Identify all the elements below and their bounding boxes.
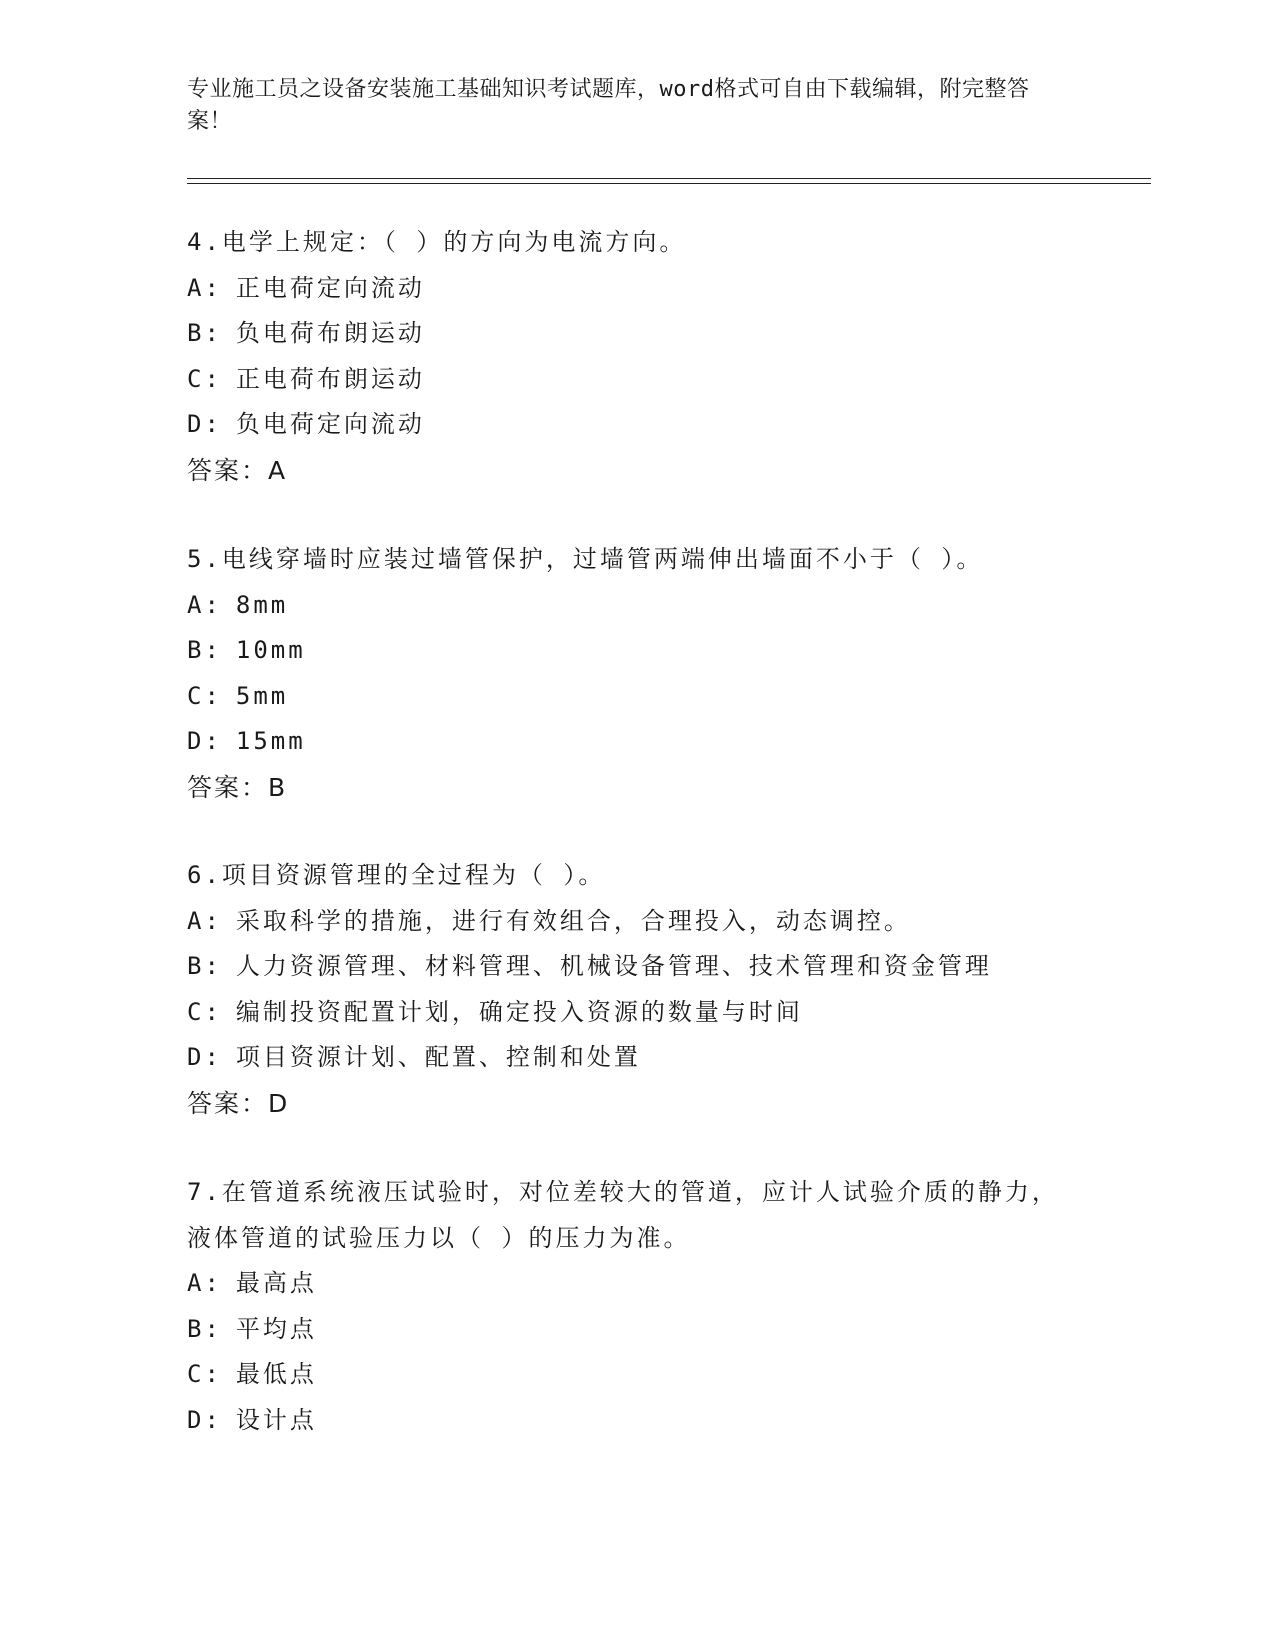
option-letter: A: <box>187 1269 222 1297</box>
question-stem: 7.在管道系统液压试验时，对位差较大的管道，应计人试验介质的静力，液体管道的试验压力以（ ）的压力为准。 <box>187 1178 1059 1252</box>
option-text: 设计点 <box>235 1405 317 1434</box>
option-letter: D: <box>187 727 222 755</box>
option-text: 正电荷定向流动 <box>235 273 425 302</box>
header-divider-bottom <box>187 183 1151 184</box>
option-b <box>187 628 1087 674</box>
option-text: 最低点 <box>235 1360 317 1388</box>
option-text: 8mm <box>235 590 289 619</box>
option-b <box>187 1307 1067 1353</box>
option-text: 平均点 <box>235 1314 317 1343</box>
option-letter: C: <box>187 1360 222 1388</box>
option-c <box>187 357 1087 403</box>
option-letter: B: <box>187 952 222 980</box>
option-a <box>187 266 1087 312</box>
option-text: 5mm <box>235 681 289 710</box>
option-letter: D: <box>187 1405 222 1434</box>
option-text: 采取科学的措施，进行有效组合，合理投入，动态调控。 <box>235 906 911 935</box>
option-letter: B: <box>187 1314 222 1343</box>
answer-line: 答案：B <box>187 772 288 802</box>
question-stem: 4.电学上规定：（ ）的方向为电流方向。 <box>187 228 687 256</box>
option-text: 15mm <box>235 727 306 755</box>
option-text: 10mm <box>235 636 306 664</box>
option-a <box>187 899 1087 945</box>
option-c <box>187 1352 1067 1398</box>
answer-line: 答案：D <box>187 1088 290 1118</box>
option-a <box>187 583 1087 629</box>
option-c <box>187 990 1087 1036</box>
question-5 <box>187 537 1087 810</box>
question-stem: 6.项目资源管理的全过程为（ ）。 <box>187 861 606 889</box>
question-4 <box>187 220 1087 493</box>
question-7 <box>187 1170 1067 1443</box>
option-a <box>187 1261 1067 1307</box>
option-letter: C: <box>187 681 222 710</box>
header-divider-top <box>187 178 1151 179</box>
option-d <box>187 719 1087 765</box>
option-b <box>187 944 1087 990</box>
option-d <box>187 1398 1067 1444</box>
option-letter: A: <box>187 906 222 935</box>
answer-line: 答案：A <box>187 455 288 485</box>
option-text: 负电荷定向流动 <box>235 410 425 438</box>
option-text: 负电荷布朗运动 <box>235 319 425 347</box>
option-d <box>187 1035 1087 1081</box>
option-letter: D: <box>187 410 222 438</box>
option-text: 项目资源计划、配置、控制和处置 <box>235 1043 641 1071</box>
option-letter: A: <box>187 590 222 619</box>
option-letter: D: <box>187 1043 222 1071</box>
option-letter: C: <box>187 997 222 1026</box>
option-c <box>187 674 1087 720</box>
question-stem: 5.电线穿墙时应装过墙管保护，过墙管两端伸出墙面不小于（ ）。 <box>187 545 984 573</box>
option-text: 编制投资配置计划，确定投入资源的数量与时间 <box>235 997 803 1026</box>
question-6 <box>187 853 1087 1126</box>
option-letter: A: <box>187 273 222 302</box>
option-letter: B: <box>187 319 222 347</box>
option-letter: C: <box>187 364 222 393</box>
option-text: 正电荷布朗运动 <box>235 364 425 393</box>
document-header-note: 专业施工员之设备安装施工基础知识考试题库，word格式可自由下载编辑，附完整答案！ <box>187 77 1030 134</box>
option-d <box>187 402 1087 448</box>
option-text: 人力资源管理、材料管理、机械设备管理、技术管理和资金管理 <box>235 952 992 980</box>
option-b <box>187 311 1087 357</box>
option-letter: B: <box>187 636 222 664</box>
option-text: 最高点 <box>235 1269 317 1297</box>
